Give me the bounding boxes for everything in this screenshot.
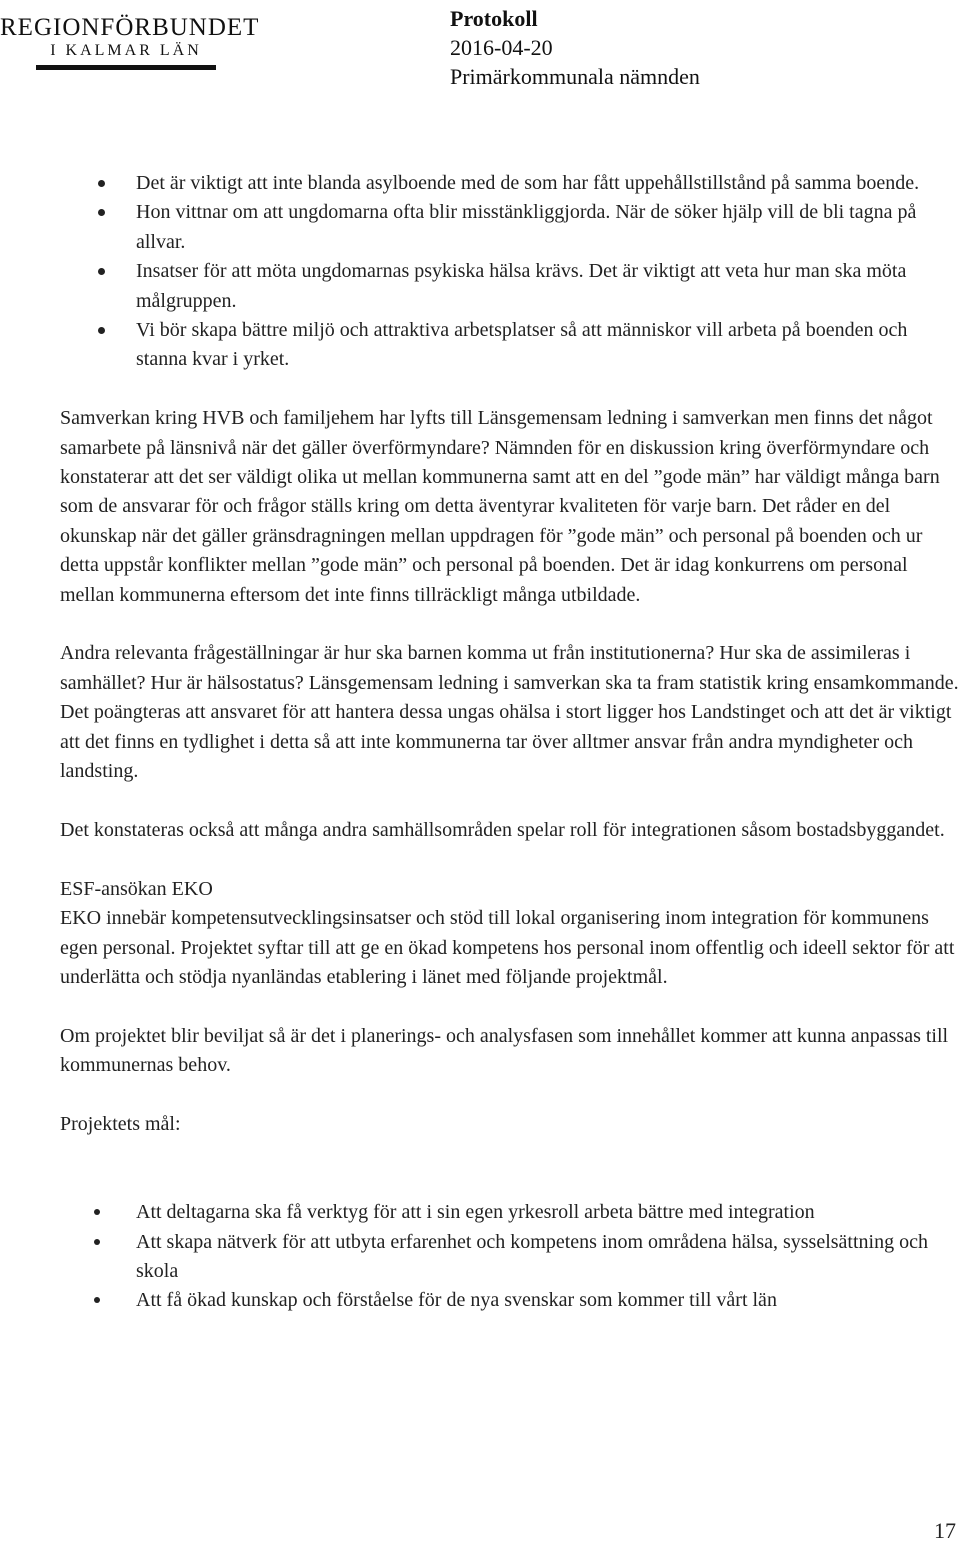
paragraph-integration: Det konstateras också att många andra samhällsområden spelar roll för integrationen såsom bostadsbyggandet. (60, 818, 945, 841)
committee-name: Primärkommunala nämnden (450, 64, 700, 89)
esf-heading: ESF-ansökan EKO (60, 877, 213, 900)
paragraph-eko: EKO innebär kompetensutvecklingsinsatser och stöd till lokal organisering inom integration för kommunens egen personal. Projektet syftar till att ge en ökad kompetens hos personal inom offentlig och ideell sektor för att underlätta och stödja nyanländas etablering i länet med följande projektmål. (60, 907, 955, 988)
organization-logo (0, 14, 260, 70)
logo-wordmark: REGIONFÖRBUNDET (0, 14, 260, 41)
list-item: Insatser för att möta ungdomarnas psykiska hälsa krävs. Det är viktigt att veta hur man ska möta målgruppen. (60, 257, 960, 316)
logo-subtitle: I KALMAR LÄN (50, 42, 202, 59)
list-item: Vi bör skapa bättre miljö och attraktiva arbetsplatser så att människor vill arbeta på boenden och stanna kvar i yrket. (60, 316, 960, 375)
goals-heading: Projektets mål: (60, 1112, 181, 1135)
document-header (450, 4, 700, 91)
paragraph-questions: Andra relevanta frågeställningar är hur ska barnen komma ut från institutionerna? Hur ska de assimileras i samhället? Hur är hälsostatus? Länsgemensam ledning i samverkan ska ta fram statistik kring ensamkommande. Det poängteras att ansvaret för att hantera dessa ungas ohälsa i stort ligger hos Landstinget och att det är viktigt att det finns en tydlighet i detta så att inte kommunerna tar över alltmer ansvar från andra myndigheter och landsting. (60, 642, 959, 783)
page-number: 17 (934, 1518, 956, 1543)
list-item: Det är viktigt att inte blanda asylboende med de som har fått uppehållstillstånd på samma boende. (60, 169, 960, 198)
list-item: Hon vittnar om att ungdomarna ofta blir misstänkliggjorda. När de söker hjälp vill de bli tagna på allvar. (60, 198, 960, 257)
logo-underline (36, 65, 216, 70)
document-date: 2016-04-20 (450, 35, 553, 60)
paragraph-hvb-overformyndare: Samverkan kring HVB och familjehem har lyfts till Länsgemensam ledning i samverkan men finns det något samarbete på länsnivå när det gäller överförmyndare? Nämnden för en diskussion kring överförmyndare och konstaterar att det ser väldigt olika ut mellan kommunerna samt att en del ”gode män” har väldigt många barn som de ansvarar för och frågor ställs kring om detta äventyrar kvaliteten för varje barn. Det råder en del okunskap när det gäller gränsdragningen mellan uppdragen för ”gode män” och personal på boenden och ur detta uppstår konflikter mellan ”gode män” och personal på boenden. Det är idag konkurrens om personal mellan kommunerna eftersom det inte finns tillräckligt många utbildade. (60, 407, 940, 606)
discussion-bullet-list (60, 169, 960, 375)
list-item: Att få ökad kunskap och förståelse för de nya svenskar som kommer till vårt län (60, 1286, 960, 1315)
paragraph-project-phase: Om projektet blir beviljat så är det i planerings- och analysfasen som innehållet kommer att kunna anpassas till kommunernas behov. (60, 1024, 949, 1077)
list-item: Att skapa nätverk för att utbyta erfarenhet och kompetens inom områdena hälsa, sysselsättning och skola (60, 1228, 960, 1287)
list-item: Att deltagarna ska få verktyg för att i sin egen yrkesroll arbeta bättre med integration (60, 1198, 960, 1227)
document-body (60, 169, 960, 1316)
document-type: Protokoll (450, 6, 538, 31)
project-goals-list (60, 1198, 960, 1316)
